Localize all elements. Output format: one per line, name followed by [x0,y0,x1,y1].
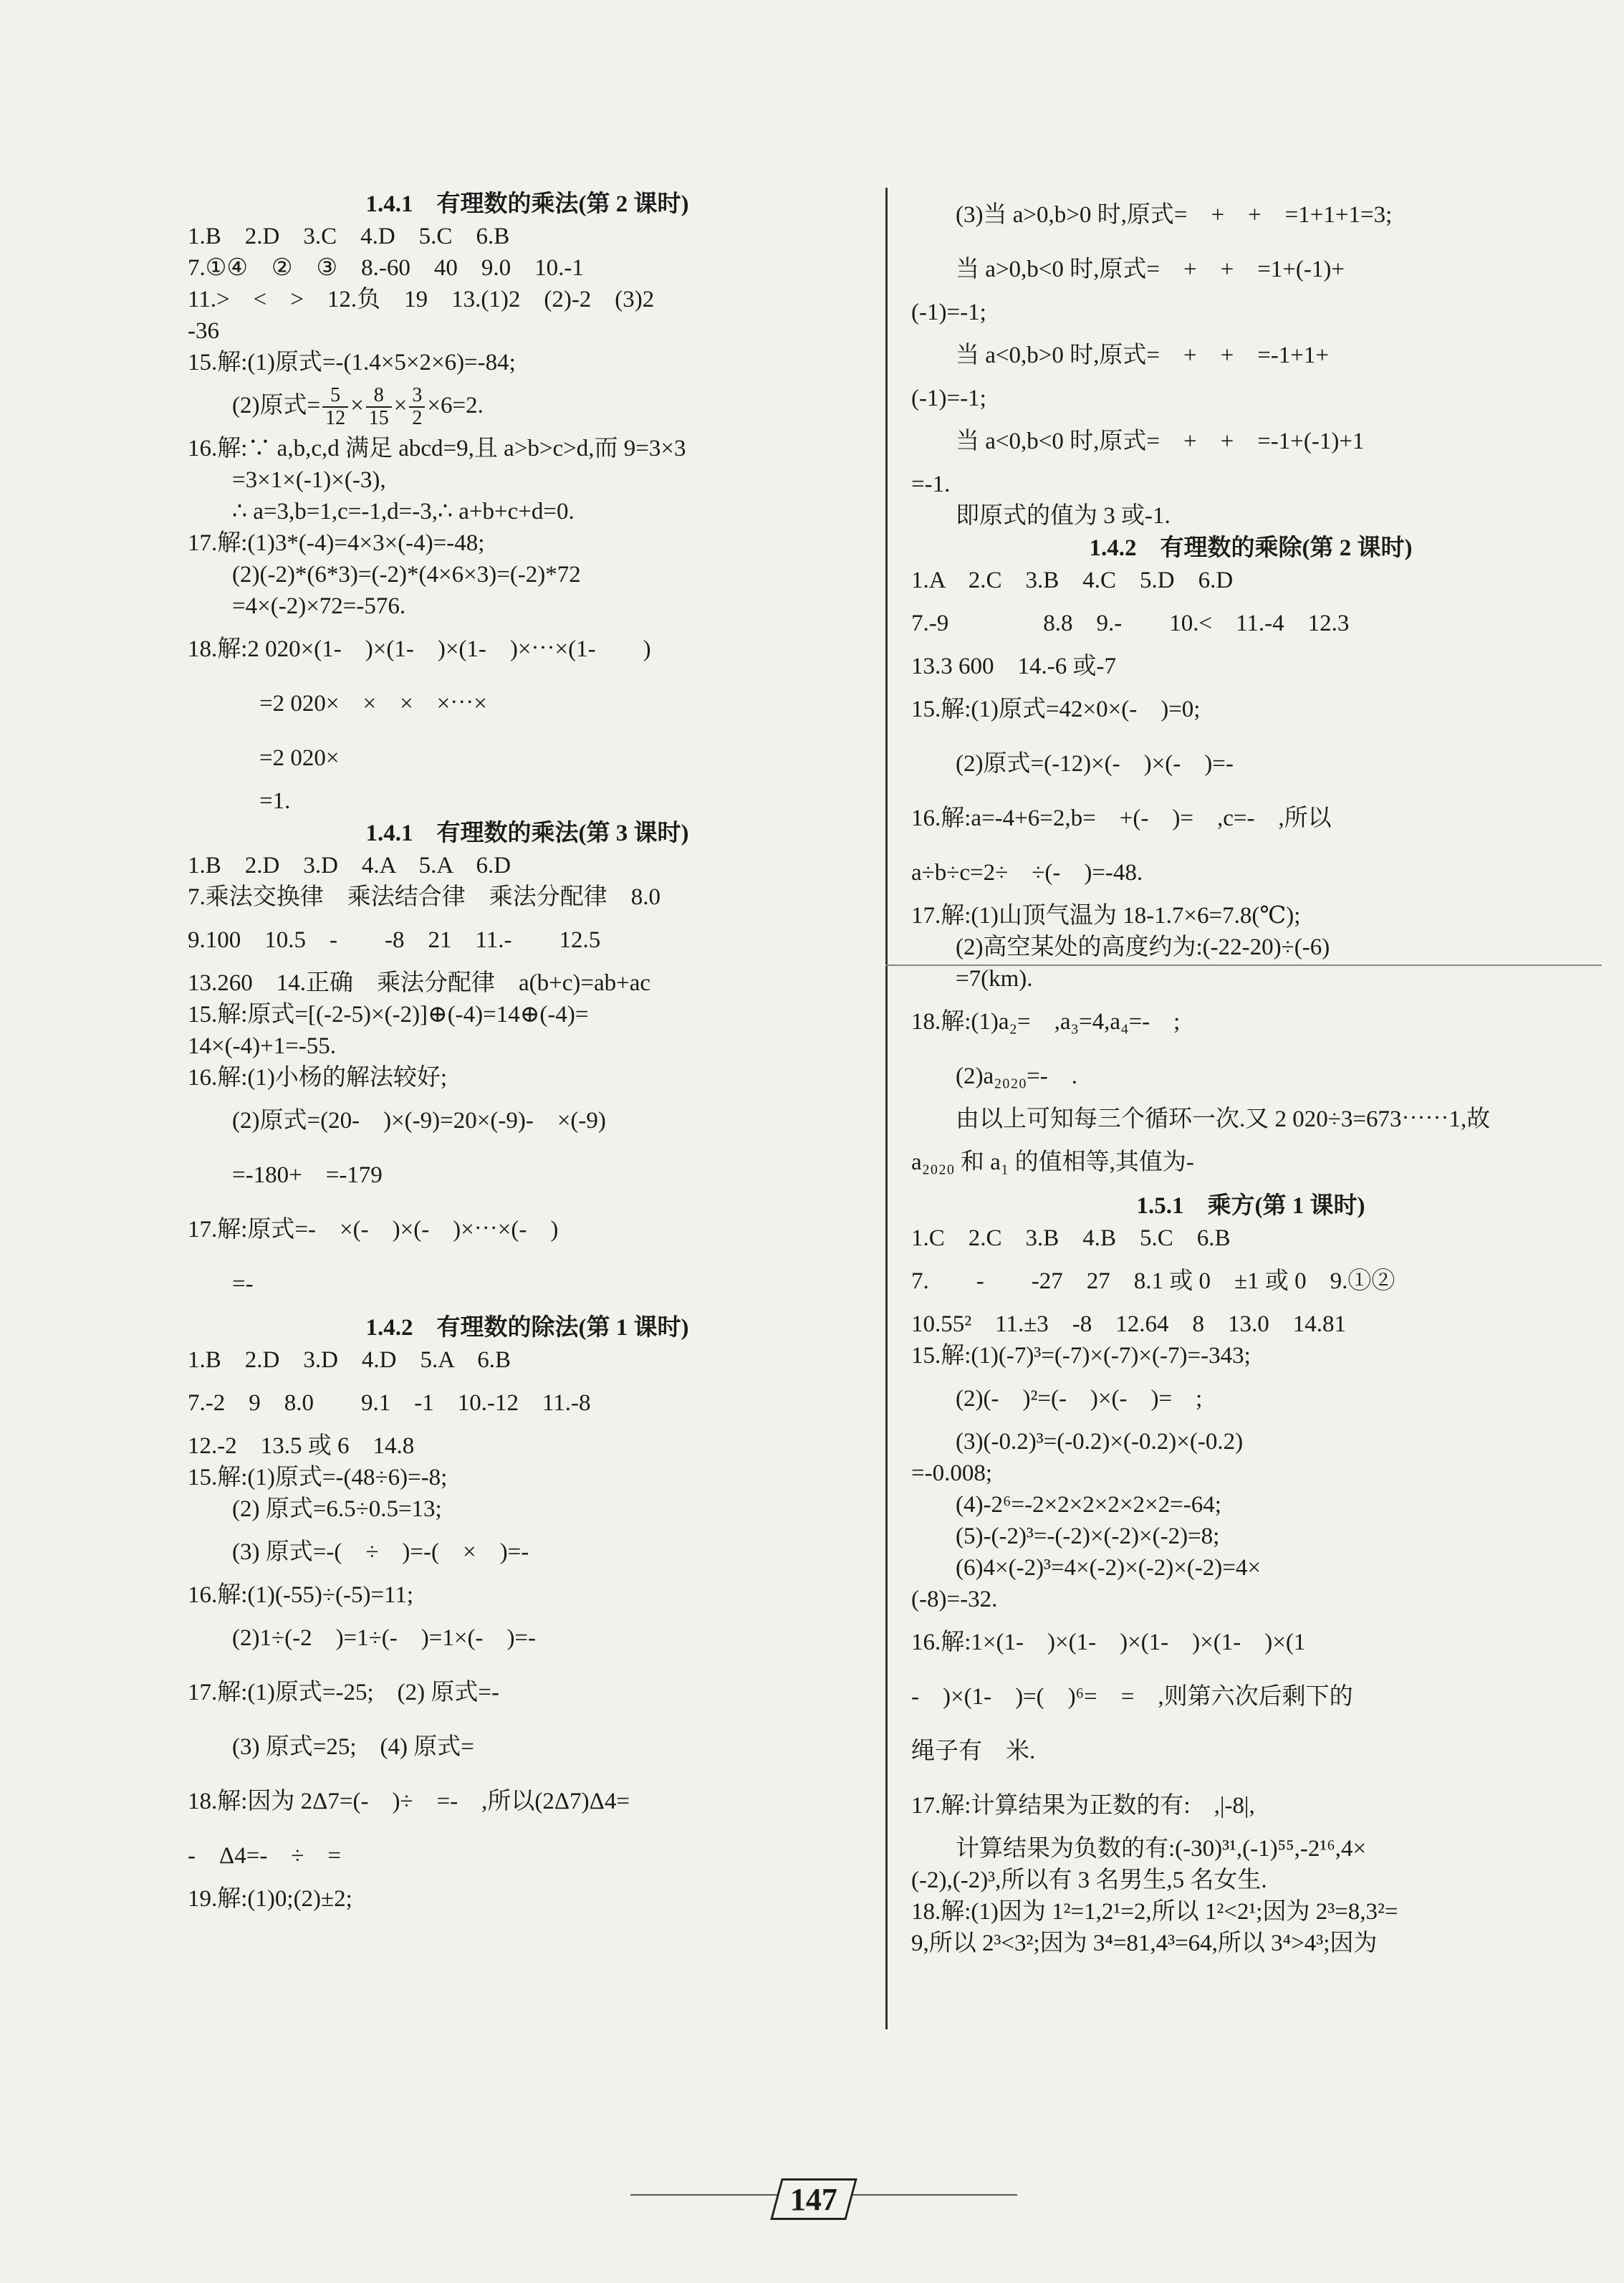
answer-line: - )×(1- )=( )⁶= = ,则第六次后剩下的 [911,1684,1353,1710]
answer-line: 15.解:(1)(-7)³=(-7)×(-7)×(-7)=-343; [911,1343,1251,1369]
answer-line: 18.解:2 020×(1- )×(1- )×(1- )×⋯×(1- ) [188,636,651,662]
answer-line: 15.解:(1)原式=42×0×(- )=0; [911,697,1201,722]
answer-line: (2)高空某处的高度约为:(-22-20)÷(-6) [956,934,1330,960]
answer-line: 18.解:因为 2Δ7=(- )÷ =- ,所以(2Δ7)Δ4= [188,1789,630,1814]
answer-line: =3×1×(-1)×(-3), [232,467,386,493]
answer-line: (3) 原式=-( ÷ )=-( × )=- [232,1539,529,1565]
answer-line: 17.解:(1)原式=-25; (2) 原式=- [188,1680,499,1705]
answer-line: (-1)=-1; [911,386,986,411]
answer-line: 1.A 2.C 3.B 4.C 5.D 6.D [911,568,1234,593]
answer-line: 9.100 10.5 - -8 21 11.- 12.5 [188,927,601,953]
answer-line: (3)(-0.2)³=(-0.2)×(-0.2)×(-0.2) [956,1429,1244,1455]
answer-line: 16.解:∵ a,b,c,d 满足 abcd=9,且 a>b>c>d,而 9=3×3 [188,436,686,461]
answer-line: =-1. [911,472,951,497]
section-title: 1.4.2 有理数的除法(第 1 课时) [365,1315,689,1341]
answer-line: (5)-(-2)³=-(-2)×(-2)×(-2)=8; [956,1523,1220,1549]
answer-line: 17.解:(1)3*(-4)=4×3×(-4)=-48; [188,530,485,556]
section-title: 1.5.1 乘方(第 1 课时) [1136,1193,1365,1219]
answer-line: a÷b÷c=2÷ ÷(- )=-48. [911,860,1143,886]
answer-line: 18.解:(1)a₂= ,a₃=4,a₄=- ; [911,1009,1181,1035]
answer-line: 17.解:(1)山顶气温为 18-1.7×6=7.8(℃); [911,903,1301,929]
answer-line: =- [232,1271,254,1297]
answer-line: (2)(- )²=(- )×(- )= ; [956,1386,1203,1412]
answer-line: 19.解:(1)0;(2)±2; [188,1886,352,1912]
answer-line: (-1)=-1; [911,300,986,325]
answer-line: -36 [188,318,219,344]
answer-line: 即原式的值为 3 或-1. [956,503,1171,529]
answer-line: (3) 原式=25; (4) 原式= [232,1734,474,1760]
right-column [911,188,1590,1959]
answer-line: 当 a<0,b>0 时,原式= + + =-1+1+ [956,343,1330,368]
answer-line: (6)4×(-2)³=4×(-2)×(-2)×(-2)=4× [956,1555,1262,1581]
answer-line: =7(km). [956,966,1033,992]
answer-line: =-0.008; [911,1460,993,1486]
page-number: 147 [770,2178,857,2220]
answer-line: =-180+ =-179 [232,1162,383,1188]
answer-line: 当 a<0,b<0 时,原式= + + =-1+(-1)+1 [956,429,1365,454]
answer-line: (2)原式= $\frac{5}{12}$ × $\frac{8}{15}$ × $\frac{3}{2}$ ×6=2. [232,384,484,430]
answer-line: 1.B 2.D 3.D 4.A 5.A 6.D [188,853,511,879]
answer-line: a₂₀₂₀ 和 a₁ 的值相等,其值为- [911,1149,1194,1175]
answer-line: (2)1÷(-2 )=1÷(- )=1×(- )=- [232,1625,537,1651]
answer-line: 7.-2 9 8.0 9.1 -1 10.-12 11.-8 [188,1390,591,1416]
answer-line: (2)(-2)*(6*3)=(-2)*(4×6×3)=(-2)*72 [232,562,581,588]
answer-line: 17.解:计算结果为正数的有: ,|-8|, [911,1793,1255,1819]
answer-line: =4×(-2)×72=-576. [232,593,406,619]
answer-line: 1.B 2.D 3.C 4.D 5.C 6.B [188,224,510,249]
answer-line: (3)当 a>0,b>0 时,原式= + + =1+1+1=3; [956,202,1393,228]
section-title: 1.4.1 有理数的乘法(第 2 课时) [365,191,689,217]
section-title: 1.4.2 有理数的乘除(第 2 课时) [1089,535,1413,561]
answer-line: 9,所以 2³<3²;因为 3⁴=81,4³=64,所以 3⁴>4³;因为 [911,1930,1378,1956]
answer-line: 7. - -27 27 8.1 或 0 ±1 或 0 9.①② [911,1268,1395,1294]
section-title: 1.4.1 有理数的乘法(第 3 课时) [365,820,689,846]
answer-line: ∴ a=3,b=1,c=-1,d=-3,∴ a+b+c+d=0. [232,499,575,525]
answer-line: =2 020× [259,745,340,771]
answer-line: 17.解:原式=- ×(- )×(- )×⋯×(- ) [188,1217,559,1243]
answer-line: 13.260 14.正确 乘法分配律 a(b+c)=ab+ac [188,970,651,996]
answer-line: =1. [259,788,291,814]
answer-line: (2)a₂₀₂₀=- . [956,1063,1077,1089]
answer-line: 当 a>0,b<0 时,原式= + + =1+(-1)+ [956,257,1345,282]
answer-line: 由以上可知每三个循环一次.又 2 020÷3=673⋯⋯1,故 [956,1106,1491,1132]
answer-line: 18.解:(1)因为 1²=1,2¹=2,所以 1²<2¹;因为 2³=8,3²= [911,1899,1398,1925]
answer-line: (2) 原式=6.5÷0.5=13; [232,1496,442,1522]
answer-line: 15.解:(1)原式=-(48÷6)=-8; [188,1465,448,1490]
answer-line: 7.①④ ② ③ 8.-60 40 9.0 10.-1 [188,255,584,281]
answer-line: 绳子有 米. [911,1738,1036,1764]
answer-line: 计算结果为负数的有:(-30)³¹,(-1)⁵⁵,-2¹⁶,4× [956,1836,1367,1862]
answer-line: (4)-2⁶=-2×2×2×2×2×2=-64; [956,1492,1221,1518]
answer-line: 16.解:(1)小杨的解法较好; [188,1065,448,1091]
answer-line: (-2),(-2)³,所以有 3 名男生,5 名女生. [911,1867,1267,1893]
answer-line: 14×(-4)+1=-55. [188,1033,337,1059]
answer-line: =2 020× × × ×⋯× [259,691,487,717]
left-column [188,188,867,1915]
answer-line: 15.解:(1)原式=-(1.4×5×2×6)=-84; [188,350,516,375]
answer-line: 7.乘法交换律 乘法结合律 乘法分配律 8.0 [188,884,660,910]
answer-line: 7.-9 8.8 9.- 10.< 11.-4 12.3 [911,611,1350,636]
answer-line: 16.解:(1)(-55)÷(-5)=11; [188,1582,413,1608]
answer-line: 12.-2 13.5 或 6 14.8 [188,1433,415,1459]
answer-line: 13.3 600 14.-6 或-7 [911,654,1116,679]
answer-line: (2)原式=(-12)×(- )×(- )=- [956,751,1234,777]
answer-line: 1.B 2.D 3.D 4.D 5.A 6.B [188,1347,511,1373]
answer-line: (-8)=-32. [911,1586,998,1612]
answer-line: 15.解:原式=[(-2-5)×(-2)]⊕(-4)=14⊕(-4)= [188,1002,589,1028]
answer-line: 16.解:1×(1- )×(1- )×(1- )×(1- )×(1 [911,1629,1306,1655]
answer-line: (2)原式=(20- )×(-9)=20×(-9)- ×(-9) [232,1108,606,1134]
answer-line: 16.解:a=-4+6=2,b= +(- )= ,c=- ,所以 [911,805,1332,831]
answer-line: 1.C 2.C 3.B 4.B 5.C 6.B [911,1225,1231,1251]
column-divider [885,188,888,2029]
answer-line: - Δ4=- ÷ = [188,1843,342,1869]
answer-line: 11.> < > 12.负 19 13.(1)2 (2)-2 (3)2 [188,287,655,312]
answer-line: 10.55² 11.±3 -8 12.64 8 13.0 14.81 [911,1311,1347,1337]
